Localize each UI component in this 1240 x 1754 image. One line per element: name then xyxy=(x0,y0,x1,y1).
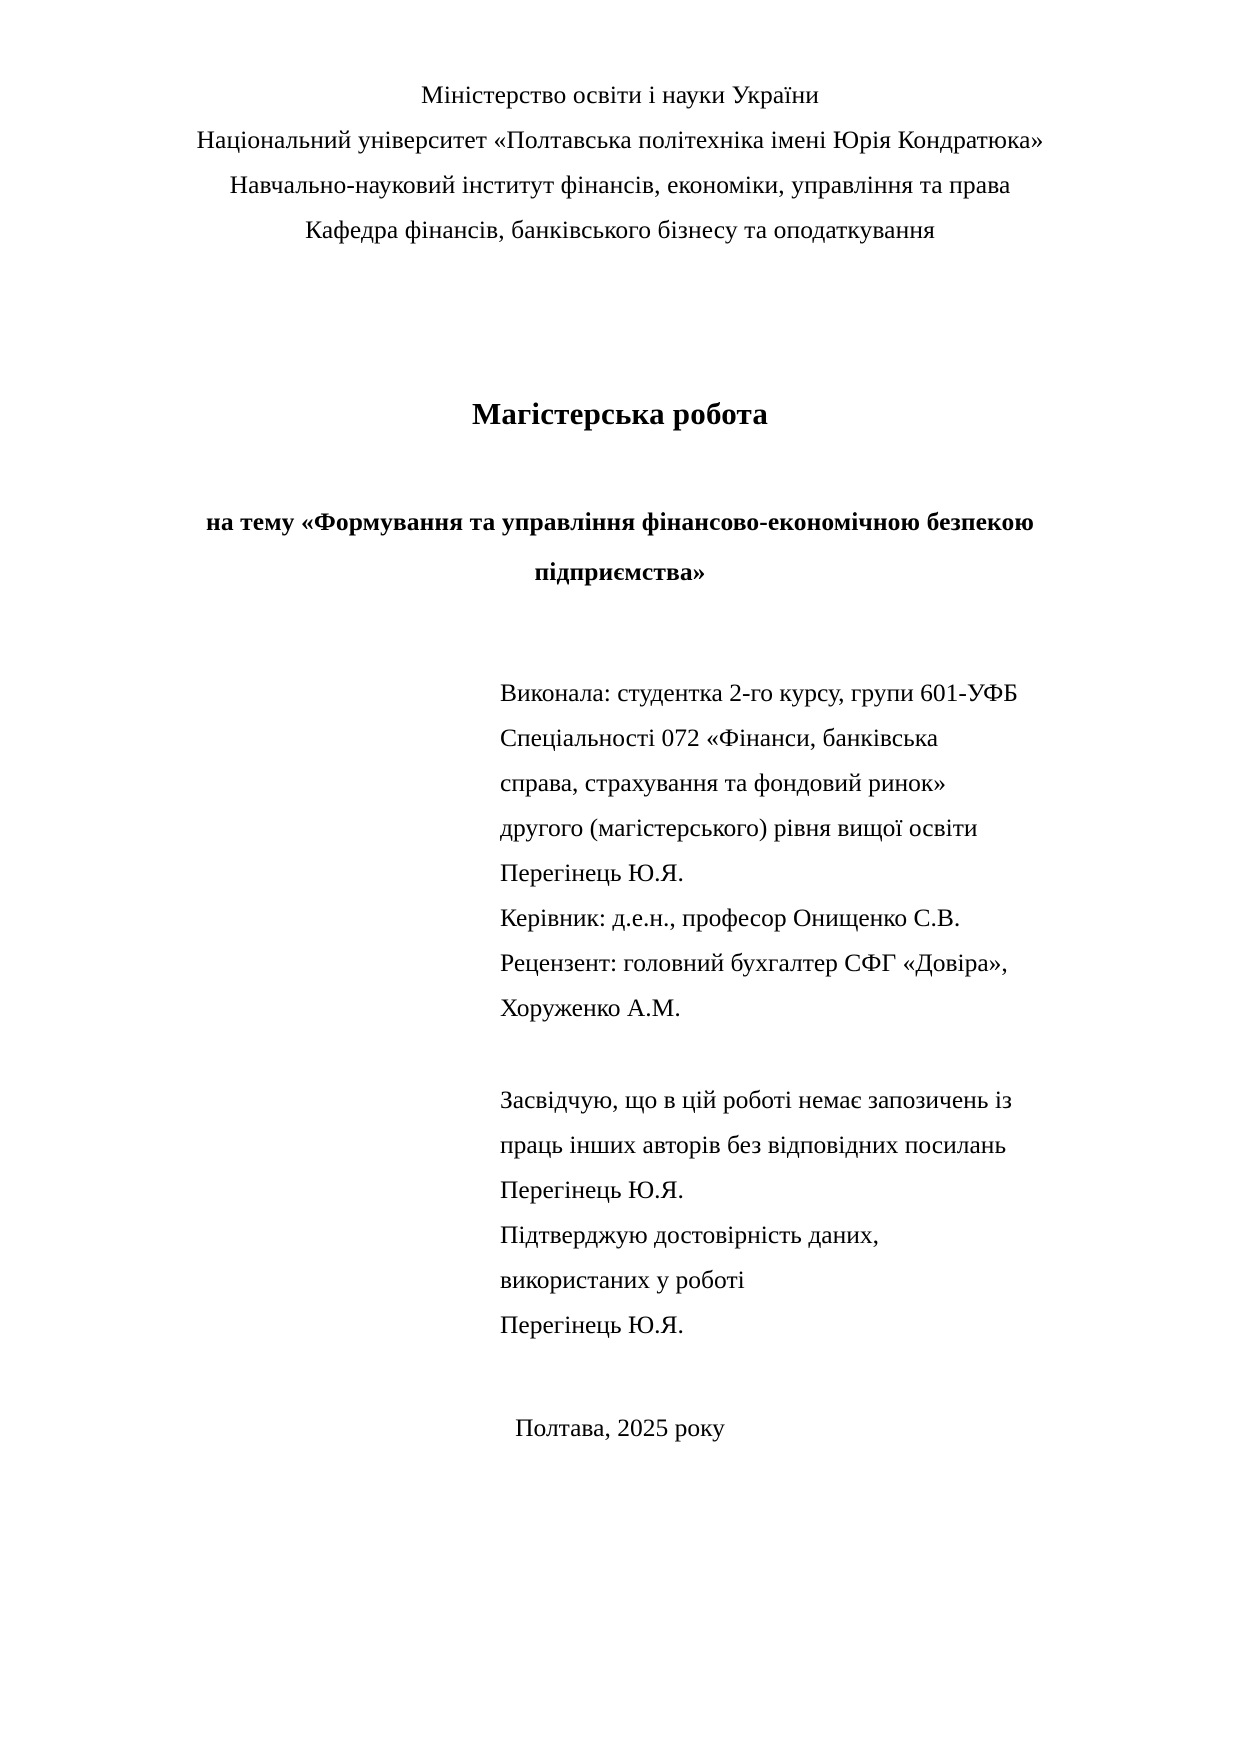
thesis-topic-line-1: на тему «Формування та управління фінансово-економічною безпекою xyxy=(206,507,1034,536)
department-line: Кафедра фінансів, банківського бізнесу та оподаткування xyxy=(305,215,935,244)
supervisor-line: Керівник: д.е.н., професор Онищенко С.В. xyxy=(500,903,961,932)
institution-header xyxy=(100,72,1140,252)
page-footer: Полтава, 2025 року xyxy=(515,1413,725,1442)
data-accuracy-line-2: використаних у роботі xyxy=(500,1265,745,1294)
specialty-line-1: Спеціальності 072 «Фінанси, банківська xyxy=(500,723,939,752)
education-level: другого (магістерського) рівня вищої освіти xyxy=(500,813,978,842)
reviewer-line-2: Хоруженко А.М. xyxy=(500,993,681,1022)
thesis-topic xyxy=(150,497,1090,597)
university-line: Національний університет «Полтавська політехніка імені Юрія Кондратюка» xyxy=(196,125,1044,154)
originality-signature: Перегінець Ю.Я. xyxy=(500,1175,684,1204)
page-title: Магістерська робота xyxy=(471,396,769,431)
declaration-block xyxy=(500,1077,1060,1347)
author-name: Перегінець Ю.Я. xyxy=(500,858,684,887)
data-accuracy-line-1: Підтверджую достовірність даних, xyxy=(500,1220,880,1249)
specialty-line-2: справа, страхування та фондовий ринок» xyxy=(500,768,947,797)
ministry-line: Міністерство освіти і науки України xyxy=(421,80,819,109)
institute-line: Навчально-науковий інститут фінансів, економіки, управління та права xyxy=(229,170,1011,199)
data-accuracy-signature: Перегінець Ю.Я. xyxy=(500,1310,684,1339)
author-course-group: Виконала: студентка 2-го курсу, групи 601-УФБ xyxy=(500,678,1018,707)
reviewer-line-1: Рецензент: головний бухгалтер СФГ «Довіра», xyxy=(500,948,1008,977)
author-info-block xyxy=(500,670,1060,1030)
originality-line-2: праць інших авторів без відповідних посилань xyxy=(500,1130,1007,1159)
originality-line-1: Засвідчую, що в цій роботі немає запозичень із xyxy=(500,1085,1012,1114)
thesis-topic-line-2: підприємства» xyxy=(534,557,706,586)
